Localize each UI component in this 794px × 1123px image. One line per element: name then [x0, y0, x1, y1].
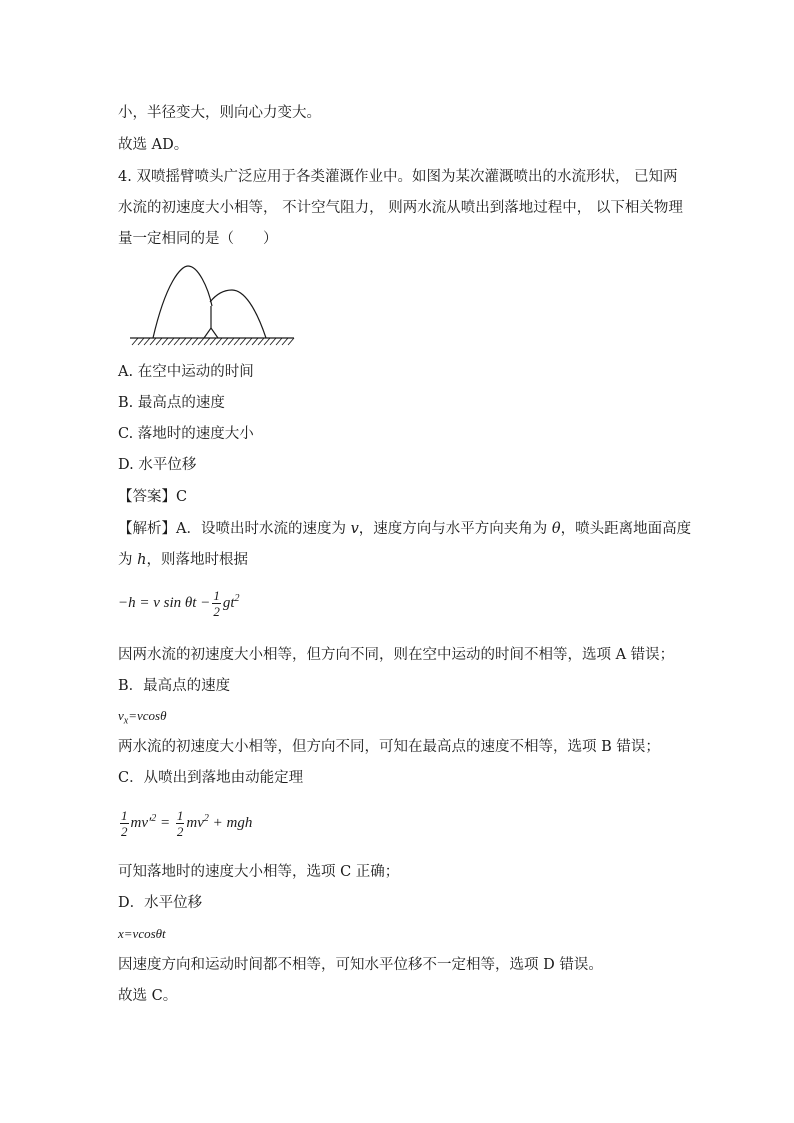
nozzle-base: [204, 328, 218, 338]
fraction-num: 1: [121, 808, 128, 823]
ground-hatching: [132, 338, 294, 345]
fraction-num: 1: [176, 808, 184, 823]
eq-sup: 2: [234, 592, 240, 604]
water-stream-figure: [126, 262, 296, 348]
option-b: B. 最高点的速度: [118, 395, 225, 411]
fraction-den: 2: [213, 604, 220, 619]
analysis-line: 因两水流的初速度大小相等，但方向不同，则在空中运动的时间不相等，选项 A 错误；: [118, 647, 675, 663]
eq-part: gt: [222, 594, 235, 611]
answer-value: C: [176, 489, 188, 505]
option-c: C. 落地时的速度大小: [118, 426, 254, 442]
eq-sub: x: [123, 715, 129, 727]
analysis-text: A．设喷出时水流的速度为: [176, 521, 351, 537]
fraction-den: 2: [121, 824, 128, 839]
question-text: 4. 双喷摇臂喷头广泛应用于各类灌溉作业中。如图为某次灌溉喷出的水流形状， 已知两: [118, 169, 678, 185]
analysis-line: 可知落地时的速度大小相等，选项 C 正确；: [118, 864, 400, 880]
eq-part: + mgh: [208, 814, 253, 831]
fraction: [120, 808, 129, 839]
var-theta: θ: [551, 521, 561, 537]
left-stream-arc: [153, 266, 212, 338]
analysis-line: C．从喷出到落地由动能定理: [118, 770, 304, 786]
eq-part: mv: [186, 814, 204, 831]
analysis-tag: 【解析】: [118, 521, 176, 537]
eq-part: −h = v sin θt −: [118, 594, 211, 611]
eq-sup: 2: [203, 812, 209, 824]
text-line: 故选 AD。: [118, 137, 189, 153]
analysis-line: [118, 550, 248, 570]
analysis-line: 因速度方向和运动时间都不相等，可知水平位移不一定相等，选项 D 错误。: [118, 957, 603, 973]
right-stream-arc: [210, 290, 266, 338]
analysis-text: ，速度方向与水平方向夹角为: [358, 521, 552, 537]
analysis-text: 为: [118, 552, 138, 568]
eq-part: =: [156, 814, 174, 831]
analysis-text: ，喷头距离地面高度: [560, 521, 692, 537]
analysis-line: B．最高点的速度: [118, 678, 231, 694]
eq-part: v: [118, 708, 124, 723]
option-d: D. 水平位移: [118, 457, 197, 473]
fraction: [212, 588, 221, 619]
question-text: 水流的初速度大小相等， 不计空气阻力， 则两水流从喷出到落地过程中， 以下相关物理: [118, 200, 683, 216]
var-v: v: [350, 521, 359, 537]
eq-sup: 2: [151, 812, 157, 824]
text-line: 小，半径变大，则向心力变大。: [118, 105, 321, 121]
answer-tag: 【答案】: [118, 489, 176, 505]
eq-part: =vcosθ: [128, 708, 167, 723]
eq-part: mv′: [130, 814, 152, 831]
equation-4: x=vcosθt: [118, 926, 166, 941]
analysis-line: 故选 C。: [118, 988, 178, 1004]
equation-3: [118, 808, 252, 839]
fraction: [176, 808, 185, 839]
equation-1: [118, 588, 240, 619]
var-h: h: [137, 552, 147, 568]
analysis-text: ，则落地时根据: [146, 552, 248, 568]
fraction-num: 1: [213, 588, 220, 603]
analysis-line: D．水平位移: [118, 895, 203, 911]
fraction-den: 2: [176, 824, 184, 839]
question-text: 量一定相同的是（ ）: [118, 231, 278, 247]
option-a: A. 在空中运动的时间: [118, 364, 254, 380]
analysis-line: [118, 519, 691, 539]
analysis-line: 两水流的初速度大小相等，但方向不同，可知在最高点的速度不相等，选项 B 错误；: [118, 739, 660, 755]
answer-line: [118, 487, 187, 507]
equation-2: [118, 706, 167, 732]
